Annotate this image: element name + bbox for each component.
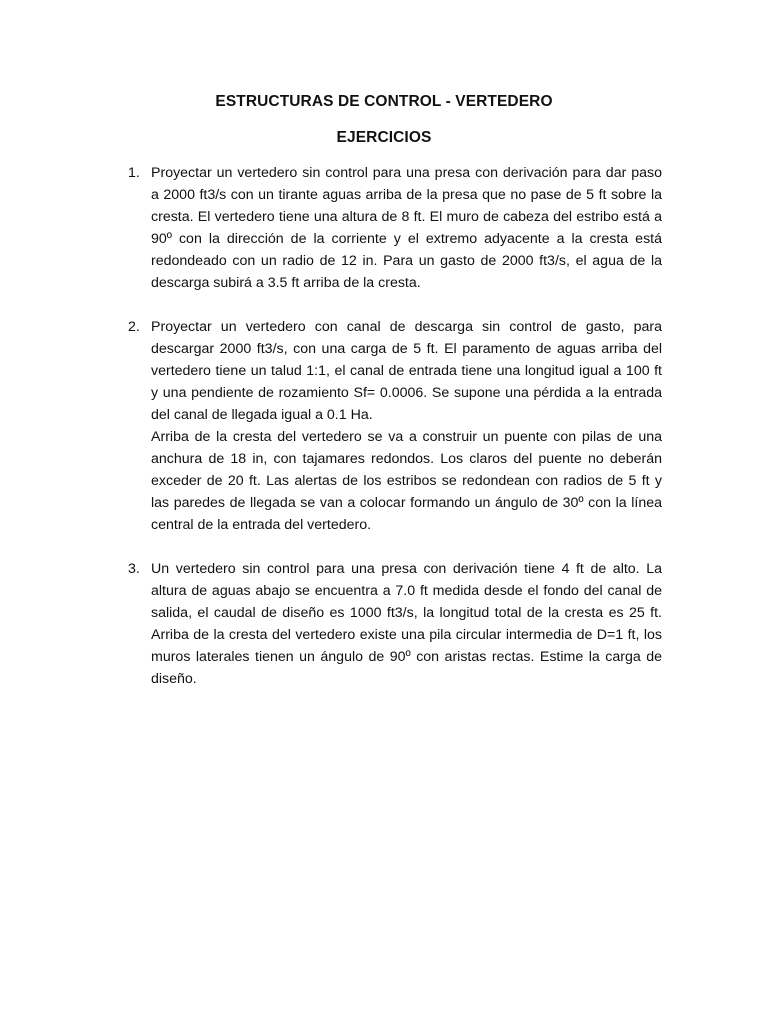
exercise-body bbox=[151, 162, 662, 294]
document-subtitle: EJERCICIOS bbox=[336, 129, 432, 146]
exercise-number: 3. bbox=[128, 561, 140, 577]
exercise-paragraph: Un vertedero sin control para una presa con derivación tiene 4 ft de alto. La altura de aguas abajo se encuentra a 7.0 ft medida desde el fondo del canal de salida, el caudal de diseño es 1000 ft3/s, la longitud total de la cresta es 25 ft. Arriba de la cresta del vertedero existe una pila circular intermedia de D=1 ft, los muros laterales tienen un ángulo de 90º con aristas rectas. Estime la carga de diseño. bbox=[151, 561, 662, 687]
exercise-paragraph: Arriba de la cresta del vertedero se va a construir un puente con pilas de una anchura de 18 in, con tajamares redondos. Los claros del puente no deberán exceder de 20 ft. Las alertas de los estribos se redondean con radios de 5 ft y las paredes de llegada se van a colocar formando un ángulo de 30º con la línea central de la entrada del vertedero. bbox=[151, 429, 662, 533]
exercise-number: 1. bbox=[128, 165, 140, 181]
exercise-number: 2. bbox=[128, 319, 140, 335]
document-title: ESTRUCTURAS DE CONTROL - VERTEDERO bbox=[215, 93, 553, 110]
exercise-item bbox=[128, 558, 662, 690]
exercise-body bbox=[151, 316, 662, 536]
exercise-paragraph: Proyectar un vertedero con canal de descarga sin control de gasto, para descargar 2000 ft3/s, con una carga de 5 ft. El paramento de aguas arriba del vertedero tiene un talud 1:1, el canal de entrada tiene una longitud igual a 100 ft y una pendiente de rozamiento Sf= 0.0006. Se supone una pérdida a la entrada del canal de llegada igual a 0.1 Ha. bbox=[151, 319, 662, 423]
exercise-item bbox=[128, 316, 662, 536]
exercise-body bbox=[151, 558, 662, 690]
exercise-paragraph: Proyectar un vertedero sin control para una presa con derivación para dar paso a 2000 ft3/s con un tirante aguas arriba de la presa que no pase de 5 ft sobre la cresta. El vertedero tiene una altura de 8 ft. El muro de cabeza del estribo está a 90º con la dirección de la corriente y el extremo adyacente a la cresta está redondeado con un radio de 12 in. Para un gasto de 2000 ft3/s, el agua de la descarga subirá a 3.5 ft arriba de la cresta. bbox=[151, 165, 662, 291]
exercise-item bbox=[128, 162, 662, 294]
